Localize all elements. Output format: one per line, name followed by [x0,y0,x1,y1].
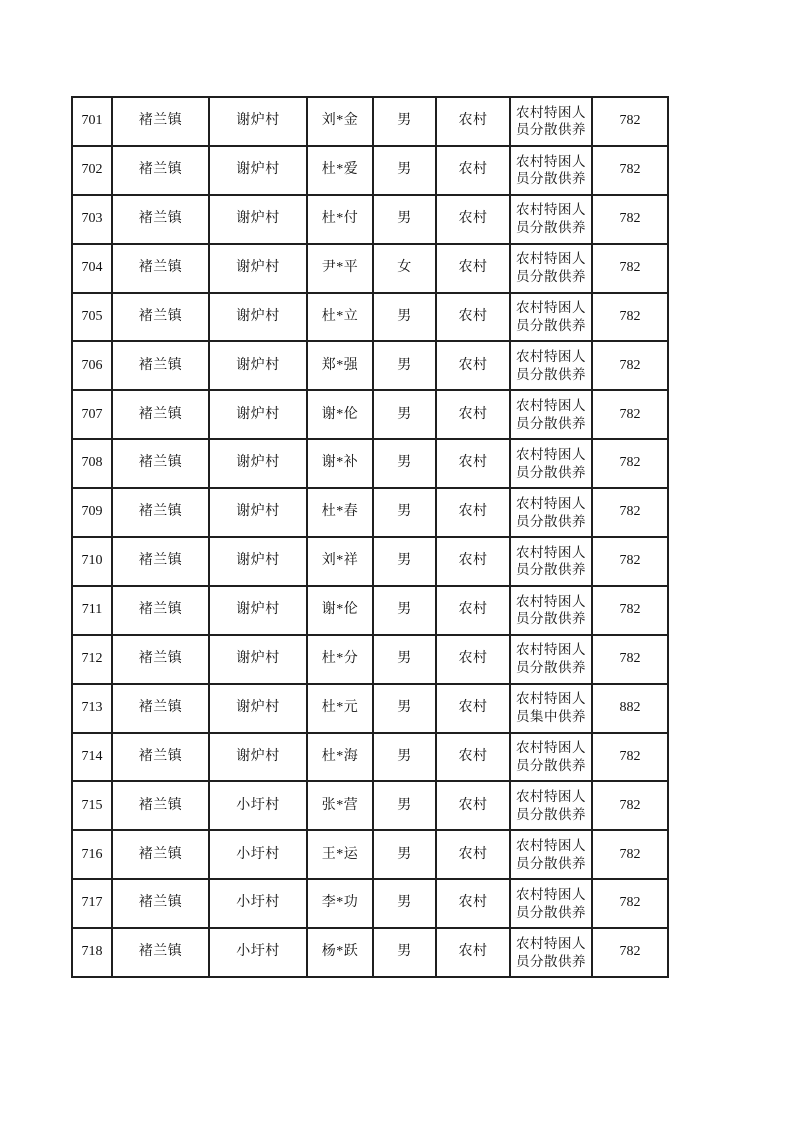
table-row [72,293,668,342]
cell-serial: 701 [72,97,112,146]
cell-amount: 782 [592,146,668,195]
cell-gender: 男 [373,928,436,977]
table-row [72,146,668,195]
cell-village: 谢炉村 [209,635,307,684]
cell-gender: 男 [373,781,436,830]
cell-serial: 707 [72,390,112,439]
cell-amount: 782 [592,97,668,146]
cell-village: 谢炉村 [209,439,307,488]
cell-amount: 782 [592,781,668,830]
cell-town: 褚兰镇 [112,146,209,195]
benefits-table [71,96,669,978]
cell-serial: 703 [72,195,112,244]
cell-town: 褚兰镇 [112,97,209,146]
cell-town: 褚兰镇 [112,635,209,684]
cell-village: 小圩村 [209,781,307,830]
cell-category: 农村特困人员分散供养 [510,293,592,342]
cell-village: 谢炉村 [209,537,307,586]
table-row [72,586,668,635]
cell-gender: 男 [373,488,436,537]
table-row [72,97,668,146]
cell-town: 褚兰镇 [112,781,209,830]
cell-amount: 782 [592,195,668,244]
table-row [72,537,668,586]
cell-amount: 782 [592,733,668,782]
cell-serial: 717 [72,879,112,928]
table-row [72,390,668,439]
cell-gender: 男 [373,293,436,342]
table-row [72,635,668,684]
cell-amount: 782 [592,488,668,537]
cell-person-name: 杜*春 [307,488,373,537]
cell-area-type: 农村 [436,293,510,342]
cell-town: 褚兰镇 [112,390,209,439]
cell-village: 谢炉村 [209,733,307,782]
cell-town: 褚兰镇 [112,684,209,733]
cell-person-name: 郑*强 [307,341,373,390]
cell-gender: 男 [373,635,436,684]
cell-area-type: 农村 [436,341,510,390]
cell-gender: 男 [373,146,436,195]
cell-person-name: 杜*元 [307,684,373,733]
cell-area-type: 农村 [436,781,510,830]
table-row [72,781,668,830]
cell-person-name: 张*营 [307,781,373,830]
cell-village: 谢炉村 [209,586,307,635]
cell-town: 褚兰镇 [112,537,209,586]
cell-category: 农村特困人员分散供养 [510,537,592,586]
cell-serial: 711 [72,586,112,635]
cell-serial: 706 [72,341,112,390]
cell-town: 褚兰镇 [112,244,209,293]
cell-category: 农村特困人员分散供养 [510,830,592,879]
cell-amount: 782 [592,635,668,684]
cell-person-name: 谢*伦 [307,586,373,635]
cell-person-name: 李*功 [307,879,373,928]
cell-category: 农村特困人员分散供养 [510,195,592,244]
cell-serial: 709 [72,488,112,537]
cell-gender: 男 [373,341,436,390]
table-row [72,928,668,977]
cell-amount: 782 [592,439,668,488]
cell-category: 农村特困人员分散供养 [510,879,592,928]
cell-town: 褚兰镇 [112,195,209,244]
cell-area-type: 农村 [436,195,510,244]
cell-area-type: 农村 [436,488,510,537]
cell-village: 谢炉村 [209,244,307,293]
cell-serial: 715 [72,781,112,830]
cell-person-name: 杜*付 [307,195,373,244]
cell-town: 褚兰镇 [112,439,209,488]
cell-person-name: 谢*伦 [307,390,373,439]
cell-serial: 712 [72,635,112,684]
cell-amount: 782 [592,537,668,586]
cell-village: 小圩村 [209,879,307,928]
cell-area-type: 农村 [436,146,510,195]
cell-area-type: 农村 [436,537,510,586]
table-row [72,244,668,293]
cell-serial: 713 [72,684,112,733]
cell-category: 农村特困人员分散供养 [510,635,592,684]
cell-area-type: 农村 [436,635,510,684]
cell-person-name: 尹*平 [307,244,373,293]
cell-village: 谢炉村 [209,146,307,195]
cell-gender: 男 [373,537,436,586]
cell-person-name: 谢*补 [307,439,373,488]
cell-category: 农村特困人员分散供养 [510,390,592,439]
cell-village: 谢炉村 [209,390,307,439]
cell-gender: 男 [373,97,436,146]
cell-person-name: 王*运 [307,830,373,879]
cell-area-type: 农村 [436,879,510,928]
table-row [72,879,668,928]
table-row [72,341,668,390]
cell-category: 农村特困人员分散供养 [510,97,592,146]
cell-category: 农村特困人员集中供养 [510,684,592,733]
table-row [72,830,668,879]
cell-person-name: 刘*祥 [307,537,373,586]
cell-area-type: 农村 [436,390,510,439]
cell-serial: 708 [72,439,112,488]
cell-category: 农村特困人员分散供养 [510,439,592,488]
cell-amount: 882 [592,684,668,733]
cell-category: 农村特困人员分散供养 [510,781,592,830]
cell-area-type: 农村 [436,830,510,879]
cell-gender: 男 [373,879,436,928]
cell-town: 褚兰镇 [112,830,209,879]
table-row [72,488,668,537]
cell-gender: 男 [373,733,436,782]
cell-category: 农村特困人员分散供养 [510,244,592,293]
cell-person-name: 杜*分 [307,635,373,684]
cell-village: 小圩村 [209,830,307,879]
cell-village: 谢炉村 [209,341,307,390]
cell-amount: 782 [592,928,668,977]
cell-area-type: 农村 [436,439,510,488]
cell-category: 农村特困人员分散供养 [510,341,592,390]
cell-amount: 782 [592,244,668,293]
cell-category: 农村特困人员分散供养 [510,146,592,195]
cell-village: 谢炉村 [209,97,307,146]
cell-area-type: 农村 [436,97,510,146]
cell-gender: 男 [373,586,436,635]
cell-town: 褚兰镇 [112,879,209,928]
cell-serial: 716 [72,830,112,879]
cell-person-name: 杜*海 [307,733,373,782]
cell-gender: 女 [373,244,436,293]
table-row [72,684,668,733]
cell-gender: 男 [373,439,436,488]
cell-village: 谢炉村 [209,195,307,244]
cell-area-type: 农村 [436,928,510,977]
table-row [72,733,668,782]
cell-amount: 782 [592,879,668,928]
cell-serial: 710 [72,537,112,586]
cell-town: 褚兰镇 [112,733,209,782]
cell-village: 小圩村 [209,928,307,977]
cell-gender: 男 [373,830,436,879]
cell-person-name: 刘*金 [307,97,373,146]
table-row [72,195,668,244]
cell-area-type: 农村 [436,733,510,782]
cell-area-type: 农村 [436,586,510,635]
cell-serial: 705 [72,293,112,342]
cell-area-type: 农村 [436,244,510,293]
cell-town: 褚兰镇 [112,293,209,342]
cell-area-type: 农村 [436,684,510,733]
cell-amount: 782 [592,830,668,879]
cell-category: 农村特困人员分散供养 [510,928,592,977]
cell-serial: 704 [72,244,112,293]
cell-amount: 782 [592,293,668,342]
cell-amount: 782 [592,586,668,635]
cell-person-name: 杜*爱 [307,146,373,195]
cell-town: 褚兰镇 [112,488,209,537]
cell-town: 褚兰镇 [112,341,209,390]
cell-gender: 男 [373,195,436,244]
cell-town: 褚兰镇 [112,928,209,977]
cell-village: 谢炉村 [209,293,307,342]
cell-category: 农村特困人员分散供养 [510,733,592,782]
cell-category: 农村特困人员分散供养 [510,586,592,635]
cell-village: 谢炉村 [209,684,307,733]
cell-village: 谢炉村 [209,488,307,537]
cell-serial: 718 [72,928,112,977]
cell-category: 农村特困人员分散供养 [510,488,592,537]
cell-person-name: 杨*跃 [307,928,373,977]
cell-town: 褚兰镇 [112,586,209,635]
cell-amount: 782 [592,341,668,390]
cell-gender: 男 [373,684,436,733]
table-body [72,97,668,977]
cell-person-name: 杜*立 [307,293,373,342]
cell-gender: 男 [373,390,436,439]
cell-serial: 702 [72,146,112,195]
table-row [72,439,668,488]
cell-serial: 714 [72,733,112,782]
cell-amount: 782 [592,390,668,439]
